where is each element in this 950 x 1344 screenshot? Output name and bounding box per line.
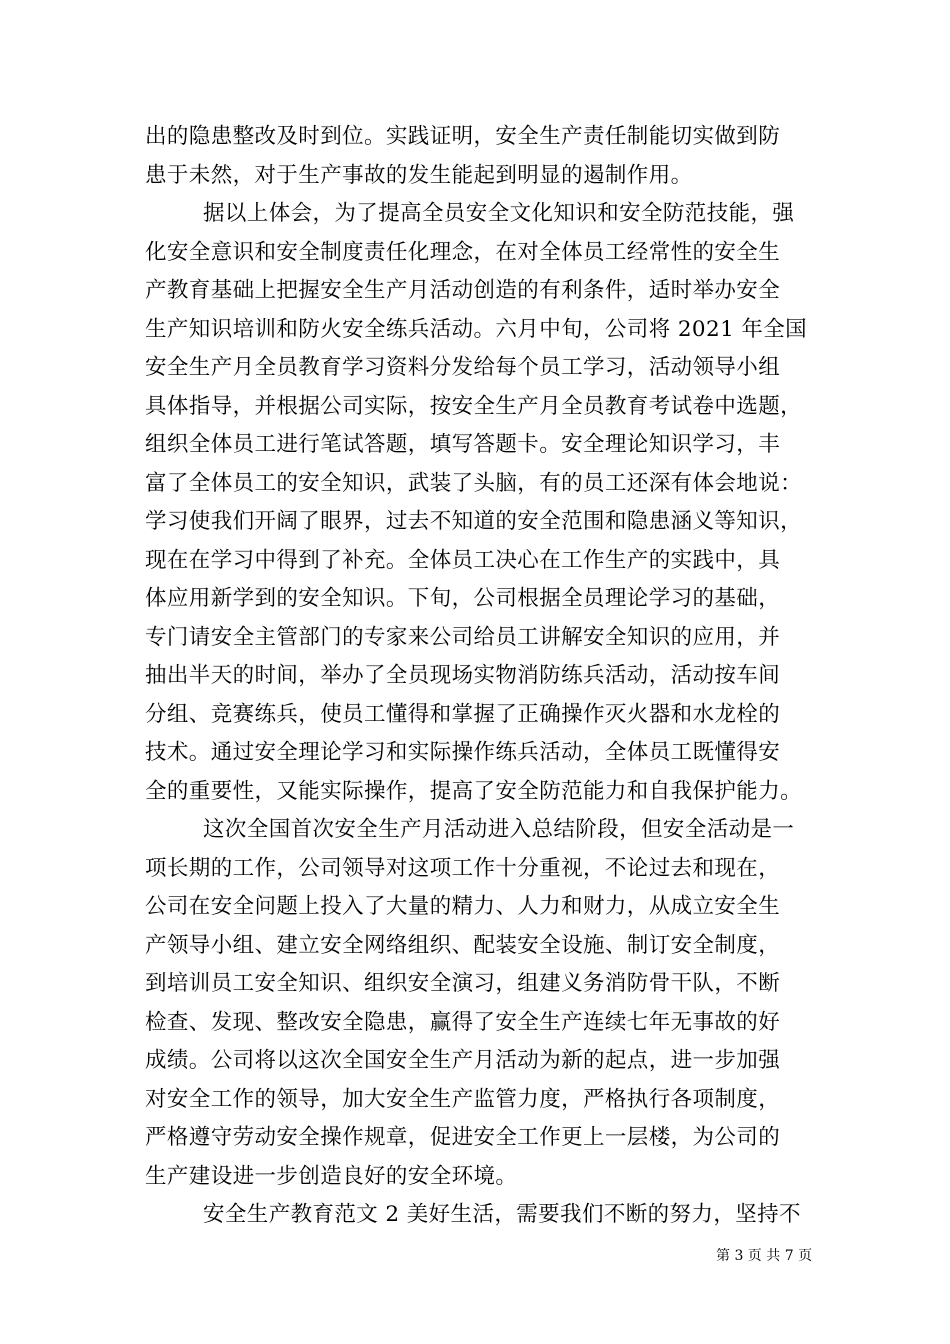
document-body: [145, 118, 821, 1235]
text-line: 体应用新学到的安全知识。下旬，公司根据全员理论学习的基础，: [145, 586, 781, 611]
text-line: 严格遵守劳动安全操作规章，促进安全工作更上一层楼，为公司的: [145, 1125, 781, 1150]
paragraph: [145, 811, 821, 1196]
text-line: 富了全体员工的安全知识，武装了头脑，有的员工还深有体会地说：: [145, 470, 803, 496]
text-line: 产领导小组、建立安全网络组织、配装安全设施、制订安全制度，: [145, 932, 781, 958]
text-line: 患于未然，对于生产事故的发生能起到明显的遏制作用。: [145, 162, 693, 188]
paragraph: [145, 195, 821, 811]
text-line: 项长期的工作，公司领导对这项工作十分重视，不论过去和现在，: [145, 855, 781, 881]
text-line: 产教育基础上把握安全生产月活动创造的有利条件，适时举办安全: [145, 278, 781, 303]
text-line: 安全生产教育范文 2 美好生活，需要我们不断的努力，坚持不: [203, 1202, 801, 1227]
text-line: 专门请安全主管部门的专家来公司给员工讲解安全知识的应用，并: [145, 624, 781, 650]
text-line: 技术。通过安全理论学习和实际操作练兵活动，全体员工既懂得安: [145, 740, 781, 765]
paragraph: [145, 1196, 821, 1235]
text-line: 化安全意识和安全制度责任化理念，在对全体员工经常性的安全生: [145, 239, 781, 265]
text-line: 现在在学习中得到了补充。全体员工决心在工作生产的实践中，具: [145, 547, 781, 573]
text-line: 公司在安全问题上投入了大量的精力、人力和财力，从成立安全生: [145, 894, 781, 919]
text-line: 这次全国首次安全生产月活动进入总结阶段，但安全活动是一: [203, 817, 795, 842]
text-line: 检查、发现、整改安全隐患，赢得了安全生产连续七年无事故的好: [145, 1009, 781, 1035]
text-line: 具体指导，并根据公司实际，按安全生产月全员教育考试卷中选题，: [145, 393, 803, 419]
page-number: 第 3 页 共 7 页: [716, 1248, 813, 1264]
text-line: 生产知识培训和防火安全练兵活动。六月中旬，公司将 2021 年全国: [145, 316, 808, 342]
text-line: 抽出半天的时间，举办了全员现场实物消防练兵活动，活动按车间: [145, 663, 781, 688]
text-line: 学习使我们开阔了眼界，过去不知道的安全范围和隐患涵义等知识，: [145, 509, 803, 534]
text-line: 生产建设进一步创造良好的安全环境。: [145, 1163, 518, 1189]
text-line: 组织全体员工进行笔试答题，填写答题卡。安全理论知识学习，丰: [145, 432, 781, 457]
text-line: 分组、竞赛练兵，使员工懂得和掌握了正确操作灭火器和水龙栓的: [145, 701, 781, 727]
text-line: 对安全工作的领导，加大安全生产监管力度，严格执行各项制度，: [145, 1086, 781, 1112]
text-line: 安全生产月全员教育学习资料分发给每个员工学习，活动领导小组: [145, 355, 781, 380]
paragraph: [145, 118, 821, 195]
text-line: 到培训员工安全知识、组织安全演习，组建义务消防骨干队，不断: [145, 971, 781, 996]
text-line: 全的重要性，又能实际操作，提高了安全防范能力和自我保护能力。: [145, 778, 803, 804]
text-line: 成绩。公司将以这次全国安全生产月活动为新的起点，进一步加强: [145, 1048, 781, 1073]
text-line: 据以上体会，为了提高全员安全文化知识和安全防范技能，强: [203, 201, 795, 226]
text-line: 出的隐患整改及时到位。实践证明，安全生产责任制能切实做到防: [145, 124, 781, 149]
